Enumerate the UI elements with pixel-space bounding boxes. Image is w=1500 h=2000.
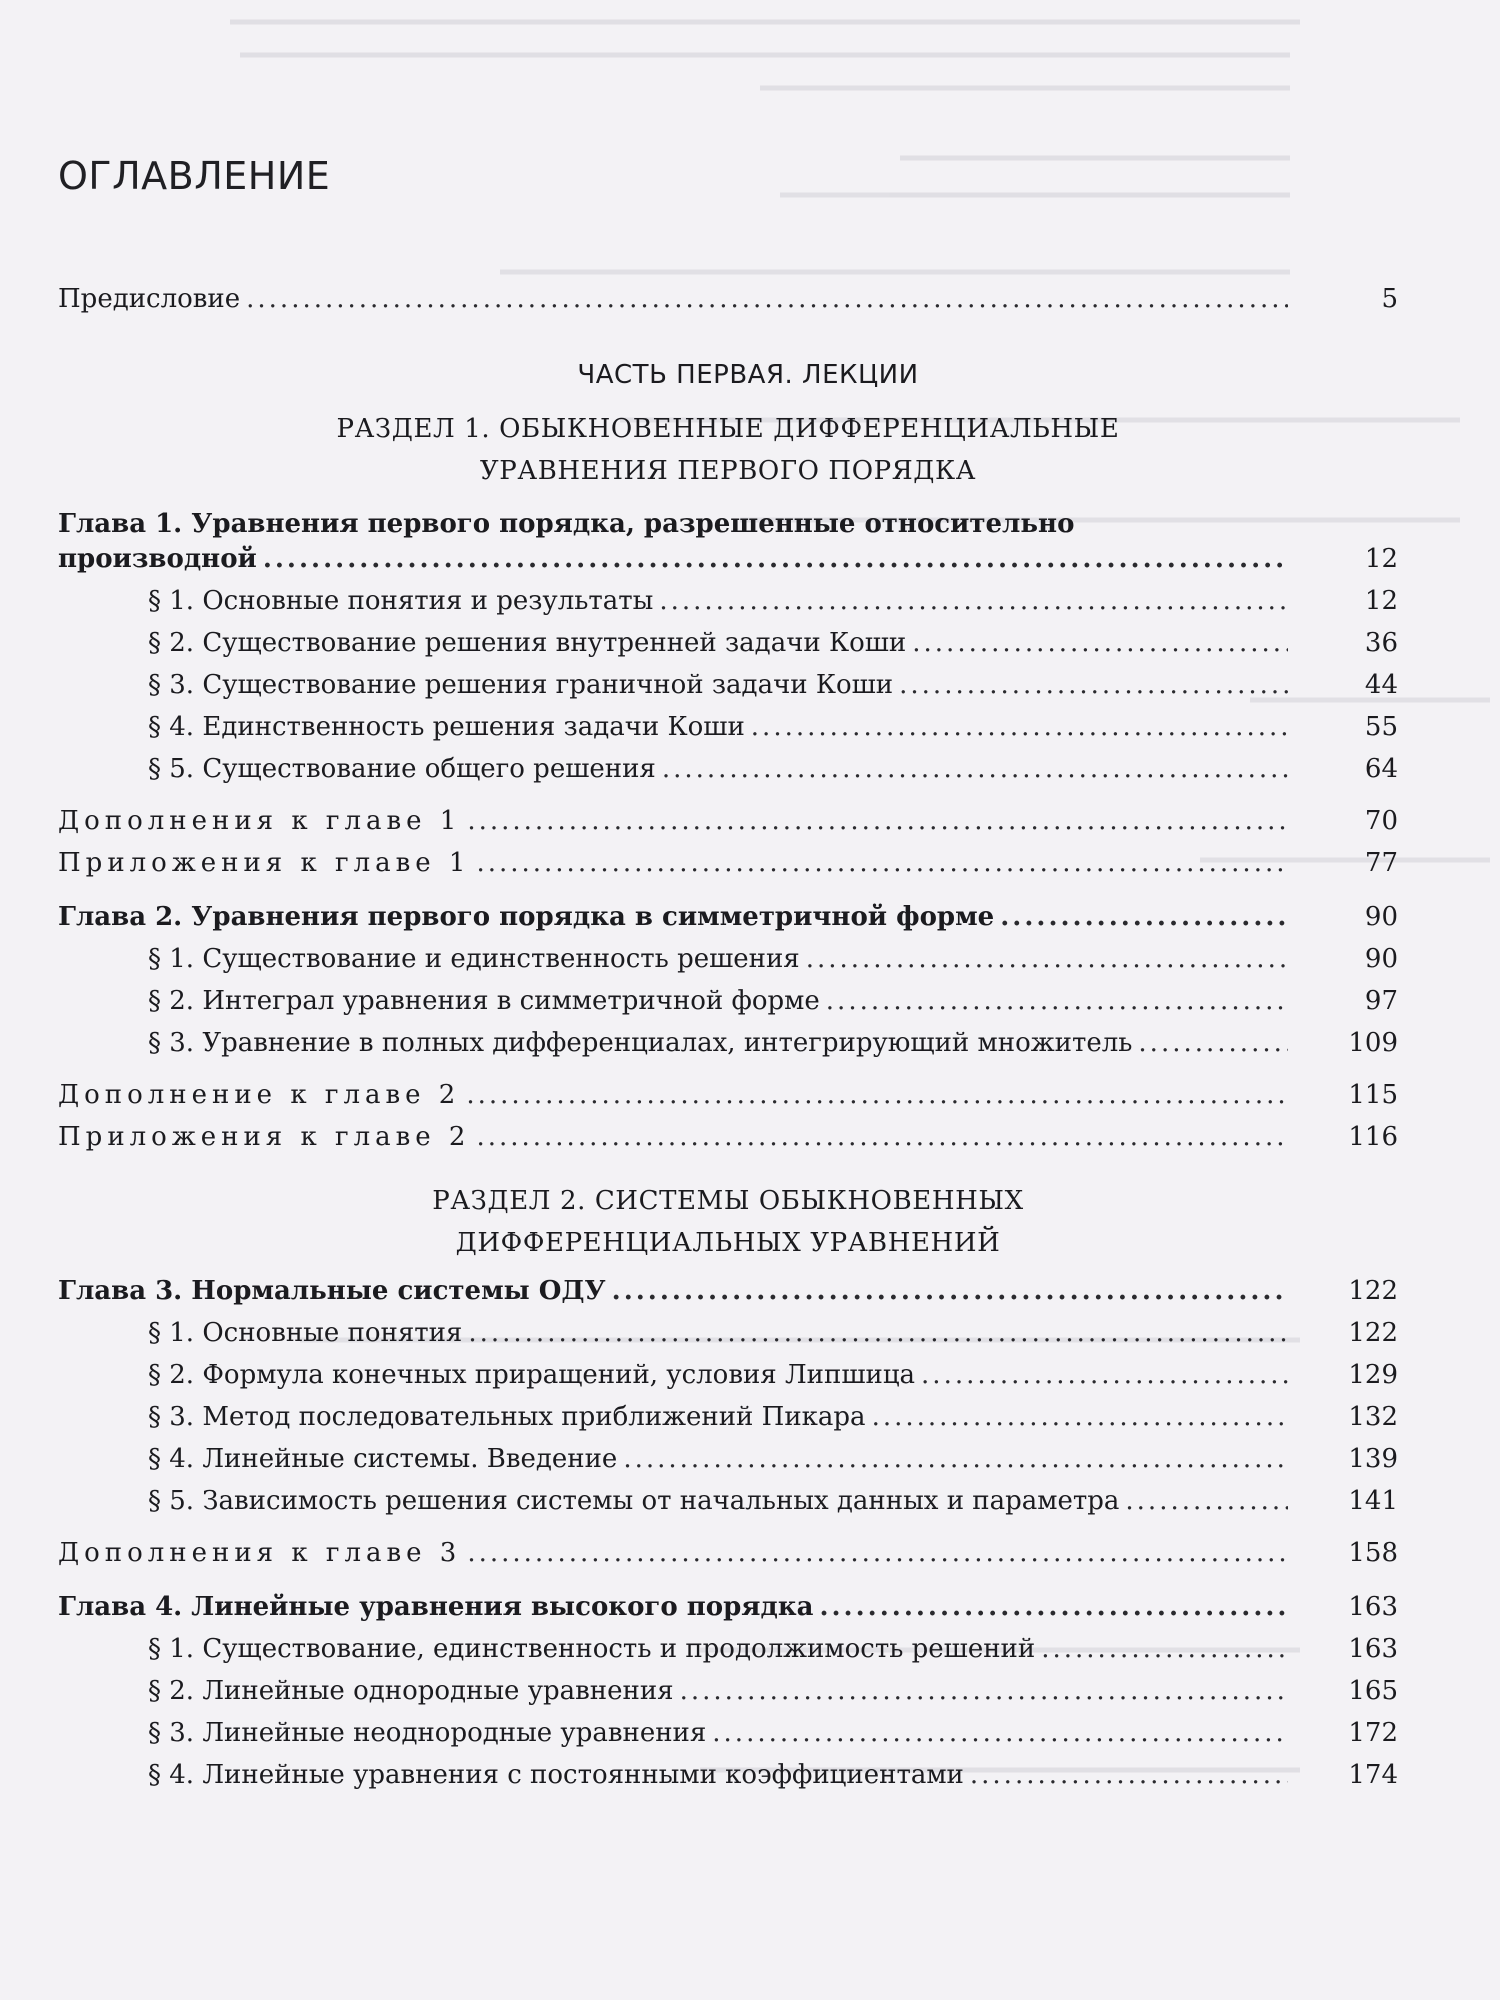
toc-entry-title: производной (58, 544, 257, 574)
toc-entry-title: § 2. Существование решения внутренней задачи Коши (148, 628, 907, 658)
dot-leader (246, 284, 1288, 314)
toc-entry-title: Приложения к главе 1 (58, 848, 471, 878)
toc-page-number: 116 (1348, 1122, 1398, 1152)
toc-supplement-entry[interactable] (58, 806, 1398, 848)
dot-leader (467, 806, 1288, 836)
section-heading (58, 1180, 1398, 1264)
toc-page-number: 165 (1348, 1676, 1398, 1706)
dot-leader (819, 1592, 1288, 1622)
toc-supplement-entry[interactable] (58, 1538, 1398, 1580)
toc-page-number: 5 (1381, 284, 1398, 314)
toc-section-entry[interactable] (58, 986, 1398, 1028)
toc-page-number: 55 (1364, 712, 1398, 742)
toc-entry-title: Предисловие (58, 284, 241, 314)
toc-entry-title: § 5. Зависимость решения системы от начальных данных и параметра (148, 1486, 1120, 1516)
toc-section-entry[interactable] (58, 754, 1398, 796)
toc-page-number: 122 (1348, 1318, 1398, 1348)
toc-section-entry[interactable] (58, 586, 1398, 628)
dot-leader (1000, 902, 1288, 932)
part-heading: ЧАСТЬ ПЕРВАЯ. ЛЕКЦИИ (577, 360, 919, 390)
toc-page-number: 90 (1364, 944, 1398, 974)
toc-section-entry[interactable] (58, 1444, 1398, 1486)
dot-leader (263, 544, 1288, 574)
toc-section-entry[interactable] (58, 628, 1398, 670)
dot-leader (468, 1318, 1288, 1348)
toc-appendix-entry[interactable] (58, 1122, 1398, 1164)
toc-entry-title: § 1. Существование, единственность и продолжимость решений (148, 1634, 1036, 1664)
toc-section-entry[interactable] (58, 1028, 1398, 1070)
dot-leader (612, 1276, 1288, 1306)
toc-section-entry[interactable] (58, 712, 1398, 754)
section-heading-line: РАЗДЕЛ 2. СИСТЕМЫ ОБЫКНОВЕННЫХ (432, 1186, 1024, 1216)
dot-leader (662, 754, 1288, 784)
toc-page-number: 77 (1364, 848, 1398, 878)
dot-leader (970, 1760, 1288, 1790)
dot-leader (467, 1538, 1288, 1568)
toc-entry-title: Дополнения к главе 1 (58, 806, 462, 836)
toc-page-number: 158 (1348, 1538, 1398, 1568)
toc-page-number: 163 (1348, 1592, 1398, 1622)
section-heading-line: УРАВНЕНИЯ ПЕРВОГО ПОРЯДКА (479, 456, 977, 486)
toc-page-number: 44 (1364, 670, 1398, 700)
toc-page-number: 172 (1348, 1718, 1398, 1748)
dot-leader (751, 712, 1288, 742)
toc-page-number: 12 (1364, 586, 1398, 616)
chapter-title-line[interactable]: Глава 1. Уравнения первого порядка, разрешенные относительно (58, 509, 1075, 539)
toc-page-number: 115 (1348, 1080, 1398, 1110)
dot-leader (806, 944, 1288, 974)
toc-chapter-entry[interactable] (58, 1276, 1398, 1318)
toc-page-number: 12 (1364, 544, 1398, 574)
section-heading-line: ДИФФЕРЕНЦИАЛЬНЫХ УРАВНЕНИЙ (455, 1228, 1001, 1258)
toc-entry-title: § 3. Существование решения граничной задачи Коши (148, 670, 894, 700)
toc-entry-title: Дополнения к главе 3 (58, 1538, 462, 1568)
toc-entry-title: § 5. Существование общего решения (148, 754, 656, 784)
dot-leader (476, 1122, 1288, 1152)
toc-page-number: 70 (1364, 806, 1398, 836)
toc-page-number: 139 (1348, 1444, 1398, 1474)
dot-leader (1125, 1486, 1288, 1516)
dot-leader (712, 1718, 1288, 1748)
toc-entry-title: Дополнение к главе 2 (58, 1080, 461, 1110)
toc-section-entry[interactable] (58, 944, 1398, 986)
dot-leader (912, 628, 1288, 658)
dot-leader (921, 1360, 1288, 1390)
toc-entry-title: § 1. Основные понятия и результаты (148, 586, 654, 616)
toc-page-number: 97 (1364, 986, 1398, 1016)
toc-page-number: 174 (1348, 1760, 1398, 1790)
toc-page-number: 163 (1348, 1634, 1398, 1664)
toc-entry-title: § 2. Линейные однородные уравнения (148, 1676, 674, 1706)
toc-entry-title: § 2. Формула конечных приращений, условия Липшица (148, 1360, 916, 1390)
toc-entry-title: § 3. Метод последовательных приближений Пикара (148, 1402, 866, 1432)
toc-entry-title: § 3. Линейные неоднородные уравнения (148, 1718, 707, 1748)
dot-leader (872, 1402, 1288, 1432)
dot-leader (826, 986, 1288, 1016)
toc-section-entry[interactable] (58, 1318, 1398, 1360)
toc-entry-title: § 4. Линейные системы. Введение (148, 1444, 618, 1474)
dot-leader (623, 1444, 1288, 1474)
toc-section-entry[interactable] (58, 1676, 1398, 1718)
dot-leader (680, 1676, 1288, 1706)
toc-page-number: 90 (1364, 902, 1398, 932)
toc-entry-title: § 4. Единственность решения задачи Коши (148, 712, 745, 742)
toc-entry-title: § 1. Существование и единственность решения (148, 944, 800, 974)
toc-section-entry[interactable] (58, 670, 1398, 712)
toc-entry-title: § 4. Линейные уравнения с постоянными коэффициентами (148, 1760, 964, 1790)
toc-entry-title: Глава 2. Уравнения первого порядка в симметричной форме (58, 902, 995, 932)
table-of-contents (58, 284, 1398, 1802)
dot-leader (899, 670, 1288, 700)
toc-entry-title: § 1. Основные понятия (148, 1318, 463, 1348)
toc-supplement-entry[interactable] (58, 1080, 1398, 1122)
dot-leader (659, 586, 1288, 616)
toc-page-number: 64 (1364, 754, 1398, 784)
toc-page-number: 36 (1364, 628, 1398, 658)
toc-entry-title: Приложения к главе 2 (58, 1122, 471, 1152)
toc-section-entry[interactable] (58, 1634, 1398, 1676)
dot-leader (1138, 1028, 1288, 1058)
page-title: ОГЛАВЛЕНИЕ (58, 154, 331, 198)
toc-page-number: 132 (1348, 1402, 1398, 1432)
toc-entry-title: Глава 4. Линейные уравнения высокого порядка (58, 1592, 814, 1622)
toc-appendix-entry[interactable] (58, 848, 1398, 890)
toc-page-number: 109 (1348, 1028, 1398, 1058)
toc-section-entry[interactable] (58, 1360, 1398, 1402)
toc-entry-title: § 2. Интеграл уравнения в симметричной форме (148, 986, 820, 1016)
toc-section-entry[interactable] (58, 1402, 1398, 1444)
section-heading (58, 408, 1398, 492)
dot-leader (1041, 1634, 1288, 1664)
toc-chapter-entry[interactable] (58, 902, 1398, 944)
section-heading-line: РАЗДЕЛ 1. ОБЫКНОВЕННЫЕ ДИФФЕРЕНЦИАЛЬНЫЕ (336, 414, 1120, 444)
dot-leader (476, 848, 1288, 878)
toc-chapter-entry[interactable] (58, 1592, 1398, 1634)
toc-page-number: 141 (1348, 1486, 1398, 1516)
toc-entry-preface[interactable] (58, 284, 1398, 326)
toc-page-number: 129 (1348, 1360, 1398, 1390)
dot-leader (466, 1080, 1288, 1110)
toc-section-entry[interactable] (58, 1760, 1398, 1802)
toc-section-entry[interactable] (58, 1486, 1398, 1528)
toc-entry-title: Глава 3. Нормальные системы ОДУ (58, 1276, 606, 1306)
toc-chapter-entry[interactable] (58, 544, 1398, 586)
toc-page-number: 122 (1348, 1276, 1398, 1306)
toc-entry-title: § 3. Уравнение в полных дифференциалах, интегрирующий множитель (148, 1028, 1133, 1058)
toc-section-entry[interactable] (58, 1718, 1398, 1760)
